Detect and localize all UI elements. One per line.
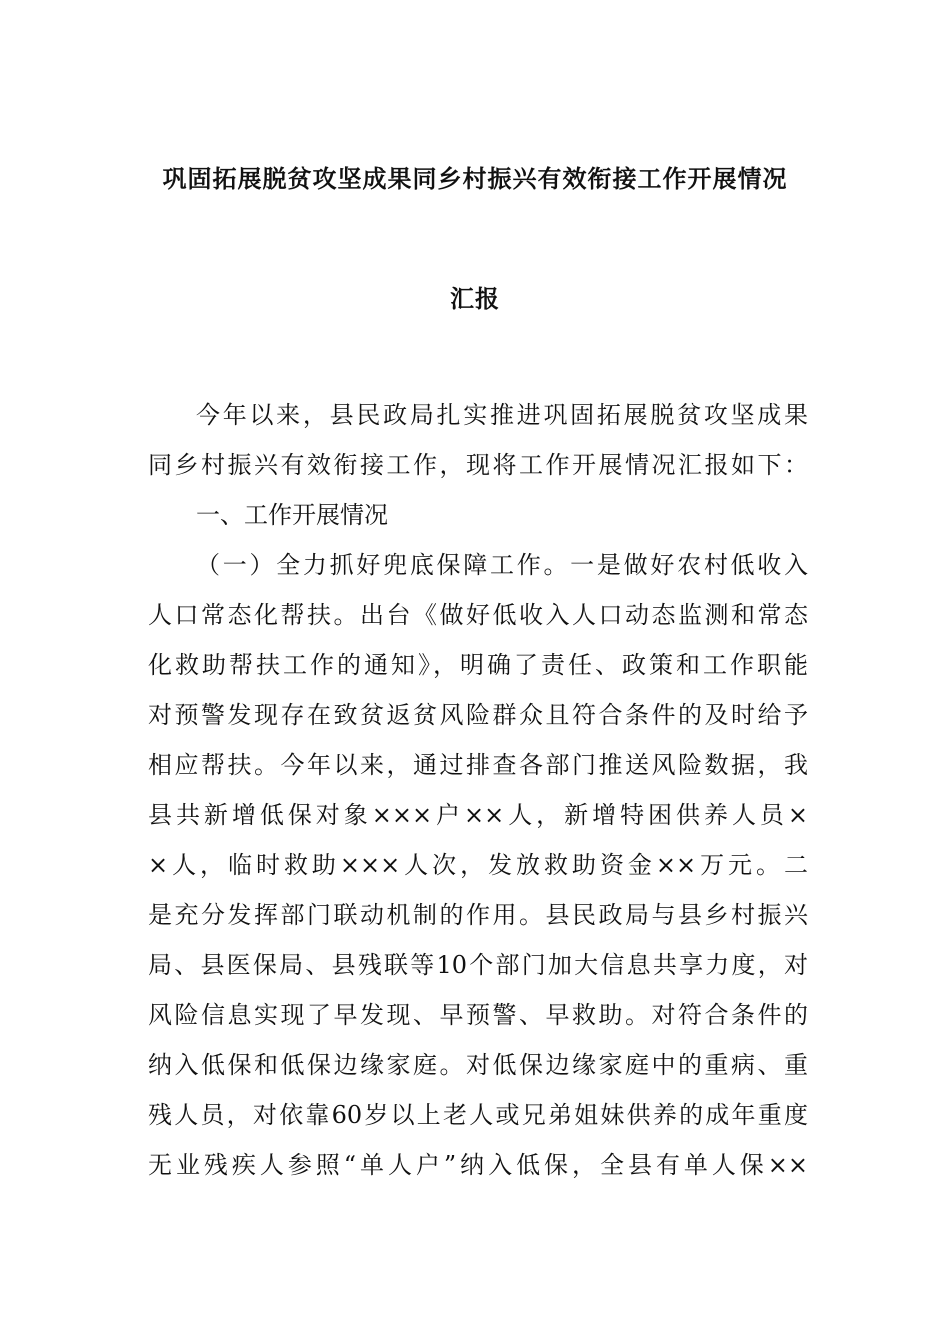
body-line: 残人员，对依靠60岁以上老人或兄弟姐妹供养的成年重度 <box>148 1101 808 1129</box>
body-line: 纳入低保和低保边缘家庭。对低保边缘家庭中的重病、重 <box>148 1051 808 1079</box>
body-line: 无业残疾人参照“单人户”纳入低保，全县有单人保×× <box>148 1151 808 1179</box>
document-body <box>148 400 808 1200</box>
section-heading: 一、工作开展情况 <box>196 501 388 529</box>
body-line: 今年以来，县民政局扎实推进巩固拓展脱贫攻坚成果 <box>196 401 808 429</box>
body-line: 是充分发挥部门联动机制的作用。县民政局与县乡村振兴 <box>148 901 808 929</box>
body-line: 人口常态化帮扶。出台《做好低收入人口动态监测和常态 <box>148 601 808 629</box>
body-line: 同乡村振兴有效衔接工作，现将工作开展情况汇报如下： <box>148 451 808 479</box>
body-line: 相应帮扶。今年以来，通过排查各部门推送风险数据，我 <box>148 751 808 779</box>
subsection-heading-line: （一）全力抓好兜底保障工作。一是做好农村低收入 <box>196 551 808 579</box>
body-line: 风险信息实现了早发现、早预警、早救助。对符合条件的 <box>148 1001 808 1029</box>
body-line: 对预警发现存在致贫返贫风险群众且符合条件的及时给予 <box>148 701 808 729</box>
document-title-line-1: 巩固拓展脱贫攻坚成果同乡村振兴有效衔接工作开展情况 <box>162 164 788 193</box>
body-line: 县共新增低保对象×××户××人，新增特困供养人员× <box>148 801 808 829</box>
body-line: 局、县医保局、县残联等10个部门加大信息共享力度，对 <box>148 951 808 979</box>
body-line: ×人，临时救助×××人次，发放救助资金××万元。二 <box>148 851 808 879</box>
document-title-line-2: 汇报 <box>450 284 500 313</box>
body-line: 化救助帮扶工作的通知》，明确了责任、政策和工作职能 <box>148 651 808 679</box>
